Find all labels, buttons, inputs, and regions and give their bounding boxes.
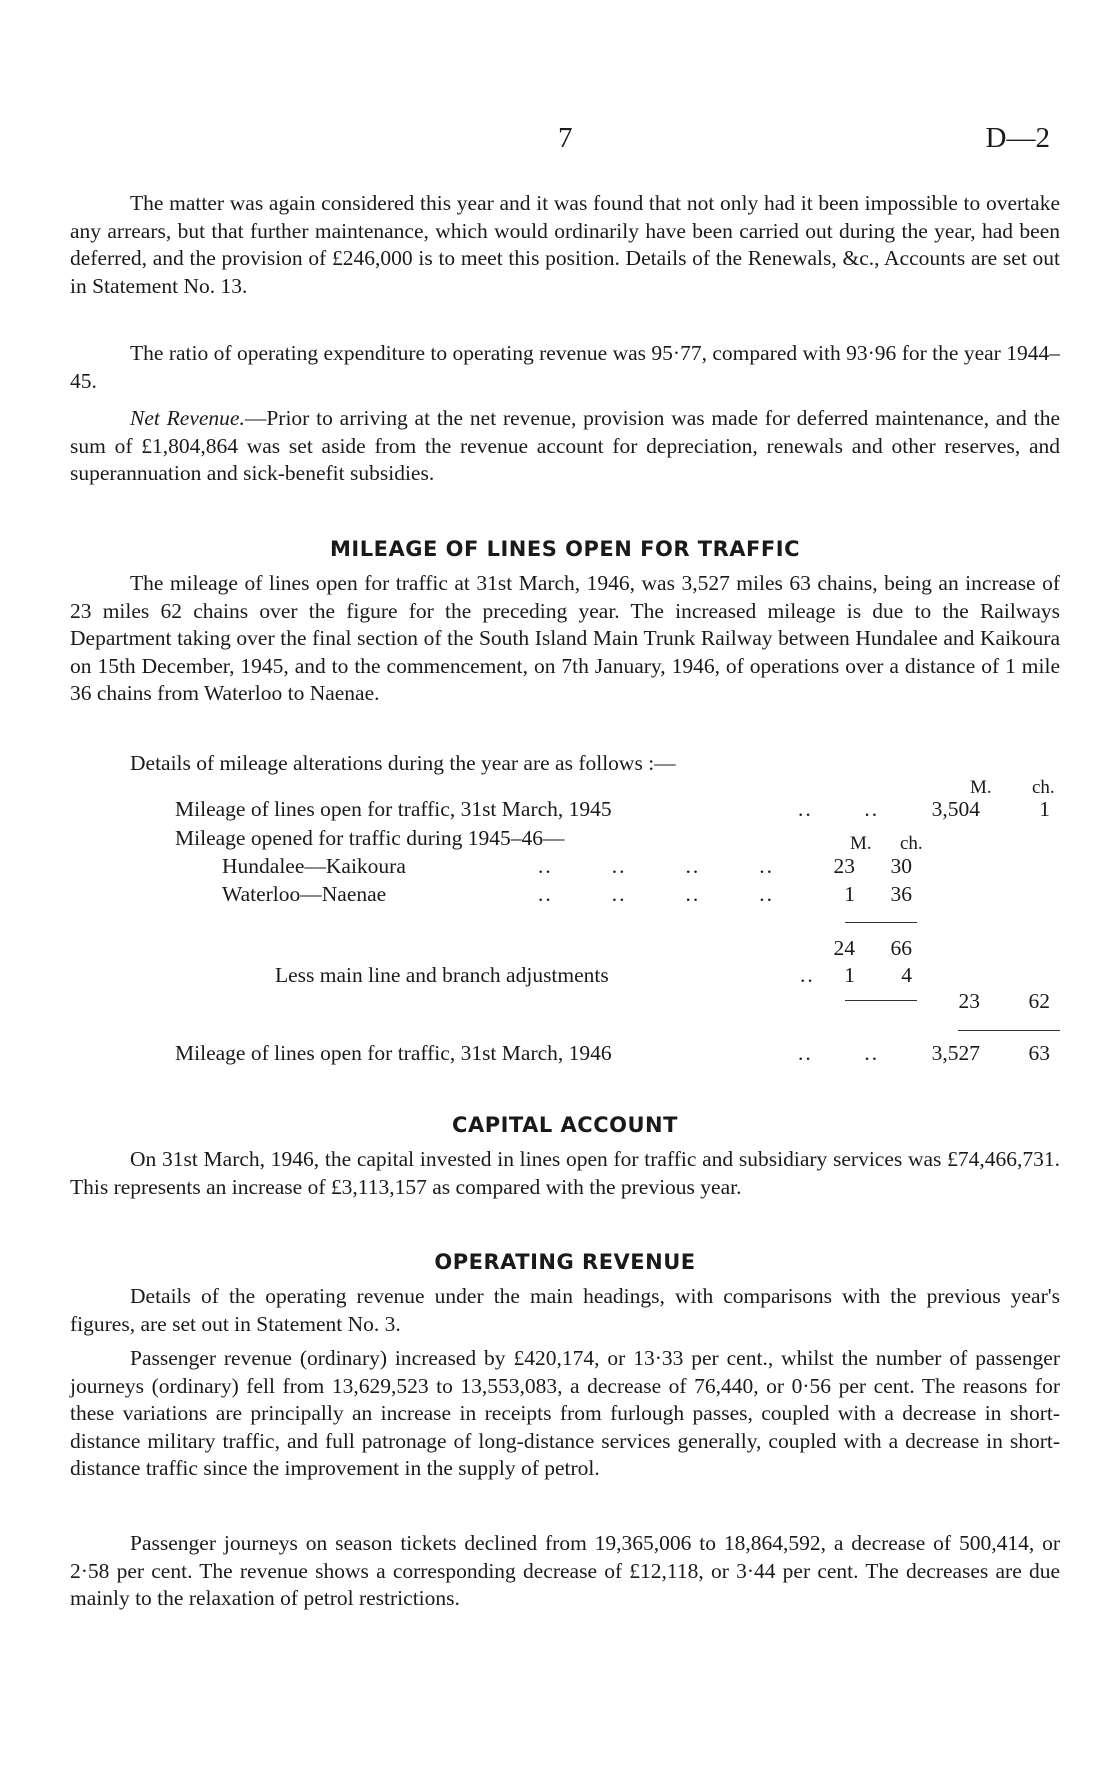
paragraph-net-revenue: [70, 405, 1060, 488]
subtotal-chains: 66: [890, 936, 912, 960]
waterloo-miles: 1: [844, 882, 855, 906]
row-label-waterloo: Waterloo—Naenae: [222, 882, 387, 906]
paragraph-mileage-details-intro: Details of mileage alterations during the year are as follows :—: [130, 751, 676, 775]
open-1945-miles: 3,504: [931, 797, 980, 821]
col-header-chains: ch.: [1032, 777, 1055, 798]
col-header-miles: M.: [970, 777, 992, 798]
paragraph-revenue-intro: Details of the operating revenue under the main headings, with comparisons with the previous year's figures, are set out in Statement No. 3.: [70, 1284, 1060, 1336]
row-label-open-1946: Mileage of lines open for traffic, 31st March, 1946: [175, 1041, 612, 1065]
open-1945-chains: 1: [1039, 797, 1050, 821]
open-1946-miles: 3,527: [931, 1041, 980, 1065]
row-label-opened: Mileage opened for traffic during 1945–46—: [175, 826, 565, 850]
row-label-hundalee: Hundalee—Kaikoura: [222, 854, 406, 878]
paragraph-operating-ratio: The ratio of operating expenditure to operating revenue was 95·77, compared with 93·96 for the year 1944–45.: [70, 341, 1060, 393]
total-rule: [958, 1030, 1060, 1031]
heading-capital-account: CAPITAL ACCOUNT: [452, 1113, 678, 1137]
less-chains: 4: [901, 963, 912, 987]
leader-dots: .. .. .. ..: [538, 882, 774, 906]
subtotal-rule: [845, 922, 917, 923]
page-number: 7: [558, 122, 573, 154]
waterloo-chains: 36: [890, 882, 912, 906]
row-label-less: Less main line and branch adjustments: [275, 963, 609, 987]
leader-dots: .. ..: [798, 797, 880, 821]
net-rule: [845, 1000, 917, 1001]
net-revenue-label: Net Revenue.: [130, 406, 245, 430]
document-page: [70, 0, 1060, 1781]
open-1946-chains: 63: [1028, 1041, 1050, 1065]
page-header: [70, 122, 1060, 162]
net-revenue-text: —Prior to arriving at the net revenue, provision was made for deferred maintenance, and the sum of £1,804,864 was set aside from the revenue account for depreciation, renewals and other reserves, and superannuation and sick-benefit subsidies.: [70, 406, 1060, 485]
sub-col-header-chains: ch.: [900, 833, 923, 854]
hundalee-miles: 23: [833, 854, 855, 878]
leader-dots: .. ..: [798, 1041, 880, 1065]
leader-dots: ..: [800, 963, 815, 987]
paragraph-mileage-summary: The mileage of lines open for traffic at 31st March, 1946, was 3,527 miles 63 chains, being an increase of 23 miles 62 chains over the figure for the preceding year. The increased mileage is due to the Railways Department taking over the final section of the South Island Main Trunk Railway between Hundalee and Kaikoura on 15th December, 1945, and to the commencement, on 7th January, 1946, of operations over a distance of 1 mile 36 chains from Waterloo to Naenae.: [70, 571, 1060, 705]
paragraph-season-tickets: Passenger journeys on season tickets declined from 19,365,006 to 18,864,592, a decrease of 500,414, or 2·58 per cent. The revenue shows a corresponding decrease of £12,118, or 3·44 per cent. The decreases are due mainly to the relaxation of petrol restrictions.: [70, 1531, 1060, 1610]
paragraph-matter-reconsidered: The matter was again considered this year and it was found that not only had it been impossible to overtake any arrears, but that further maintenance, which would ordinarily have been carried out during the year, had been deferred, and the provision of £246,000 is to meet this position. Details of the Renewals, &c., Accounts are set out in Statement No. 13.: [70, 191, 1060, 298]
net-increase-miles: 23: [958, 989, 980, 1013]
heading-mileage: MILEAGE OF LINES OPEN FOR TRAFFIC: [330, 537, 800, 561]
net-increase-chains: 62: [1028, 989, 1050, 1013]
subtotal-miles: 24: [833, 936, 855, 960]
heading-operating-revenue: OPERATING REVENUE: [434, 1250, 696, 1274]
paragraph-passenger-revenue: Passenger revenue (ordinary) increased by £420,174, or 13·33 per cent., whilst the number of passenger journeys (ordinary) fell from 13,629,523 to 13,553,083, a decrease of 76,440, or 0·56 per cent. The reasons for these variations are principally an increase in receipts from furlough passes, coupled with a decrease in short-distance military traffic, and full patronage of long-distance services generally, coupled with a decrease in short-distance traffic since the improvement in the supply of petrol.: [70, 1346, 1060, 1480]
row-label-open-1945: Mileage of lines open for traffic, 31st March, 1945: [175, 797, 612, 821]
sub-col-header-miles: M.: [850, 833, 872, 854]
document-reference: D—2: [985, 122, 1050, 154]
less-miles: 1: [844, 963, 855, 987]
hundalee-chains: 30: [890, 854, 912, 878]
leader-dots: .. .. .. ..: [538, 854, 774, 878]
paragraph-capital-account: On 31st March, 1946, the capital invested in lines open for traffic and subsidiary services was £74,466,731. This represents an increase of £3,113,157 as compared with the previous year.: [70, 1147, 1060, 1199]
